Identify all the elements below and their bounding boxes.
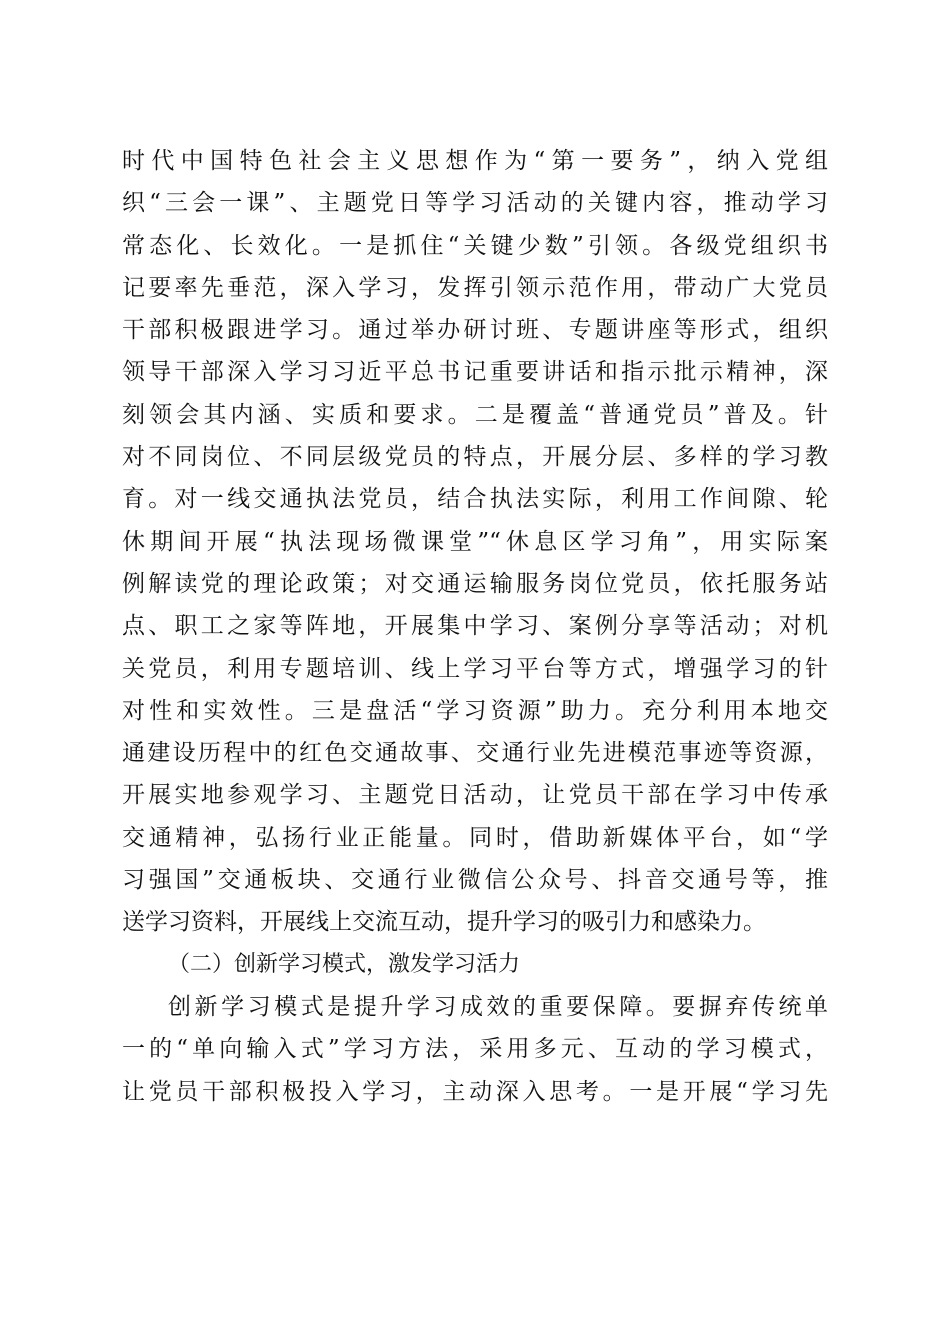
paragraph-line: 习强国”交通板块、交通行业微信公众号、抖音交通号等，推: [122, 867, 828, 894]
paragraph-line: 开展实地参观学习、主题党日活动，让党员干部在学习中传承: [122, 782, 828, 809]
paragraph-line: 领导干部深入学习习近平总书记重要讲话和指示批示精神，深: [122, 359, 828, 386]
paragraph-line: 点、职工之家等阵地，开展集中学习、案例分享等活动；对机: [122, 613, 828, 640]
paragraph-line: 对性和实效性。三是盘活“学习资源”助力。充分利用本地交: [122, 697, 828, 724]
paragraph-line: 织“三会一课”、主题党日等学习活动的关键内容，推动学习: [122, 190, 828, 217]
paragraph-line: 对不同岗位、不同层级党员的特点，开展分层、多样的学习教: [122, 444, 828, 471]
paragraph-line: 记要率先垂范，深入学习，发挥引领示范作用，带动广大党员: [122, 274, 828, 301]
section-heading: （二）创新学习模式，激发学习活力: [168, 951, 521, 977]
paragraph-1: [122, 140, 828, 944]
paragraph-line: 通建设历程中的红色交通故事、交通行业先进模范事迹等资源，: [122, 740, 828, 767]
paragraph-line: 一的“单向输入式”学习方法，采用多元、互动的学习模式，: [122, 1036, 828, 1063]
paragraph-line: 常态化、长效化。一是抓住“关键少数”引领。各级党组织书: [122, 232, 828, 259]
paragraph-line: 时代中国特色社会主义思想作为“第一要务”，纳入党组: [122, 148, 828, 174]
paragraph-line: 送学习资料，开展线上交流互动，提升学习的吸引力和感染力。: [122, 909, 766, 936]
paragraph-line: 例解读党的理论政策；对交通运输服务岗位党员，依托服务站: [122, 570, 828, 597]
paragraph-2: [122, 986, 828, 1113]
paragraph-line: 育。对一线交通执法党员，结合执法实际，利用工作间隙、轮: [122, 486, 828, 513]
paragraph-line: 让党员干部积极投入学习，主动深入思考。一是开展“学习先: [122, 1078, 828, 1105]
paragraph-line: 创新学习模式是提升学习成效的重要保障。要摒弃传统单: [168, 993, 828, 1020]
body-text: [122, 140, 828, 1113]
paragraph-line: 干部积极跟进学习。通过举办研讨班、专题讲座等形式，组织: [122, 317, 828, 344]
paragraph-line: 关党员，利用专题培训、线上学习平台等方式，增强学习的针: [122, 655, 828, 682]
paragraph-line: 交通精神，弘扬行业正能量。同时，借助新媒体平台，如“学: [122, 824, 828, 851]
paragraph-line: 休期间开展“执法现场微课堂”“休息区学习角”，用实际案: [122, 528, 828, 555]
paragraph-line: 刻领会其内涵、实质和要求。二是覆盖“普通党员”普及。针: [122, 401, 828, 428]
